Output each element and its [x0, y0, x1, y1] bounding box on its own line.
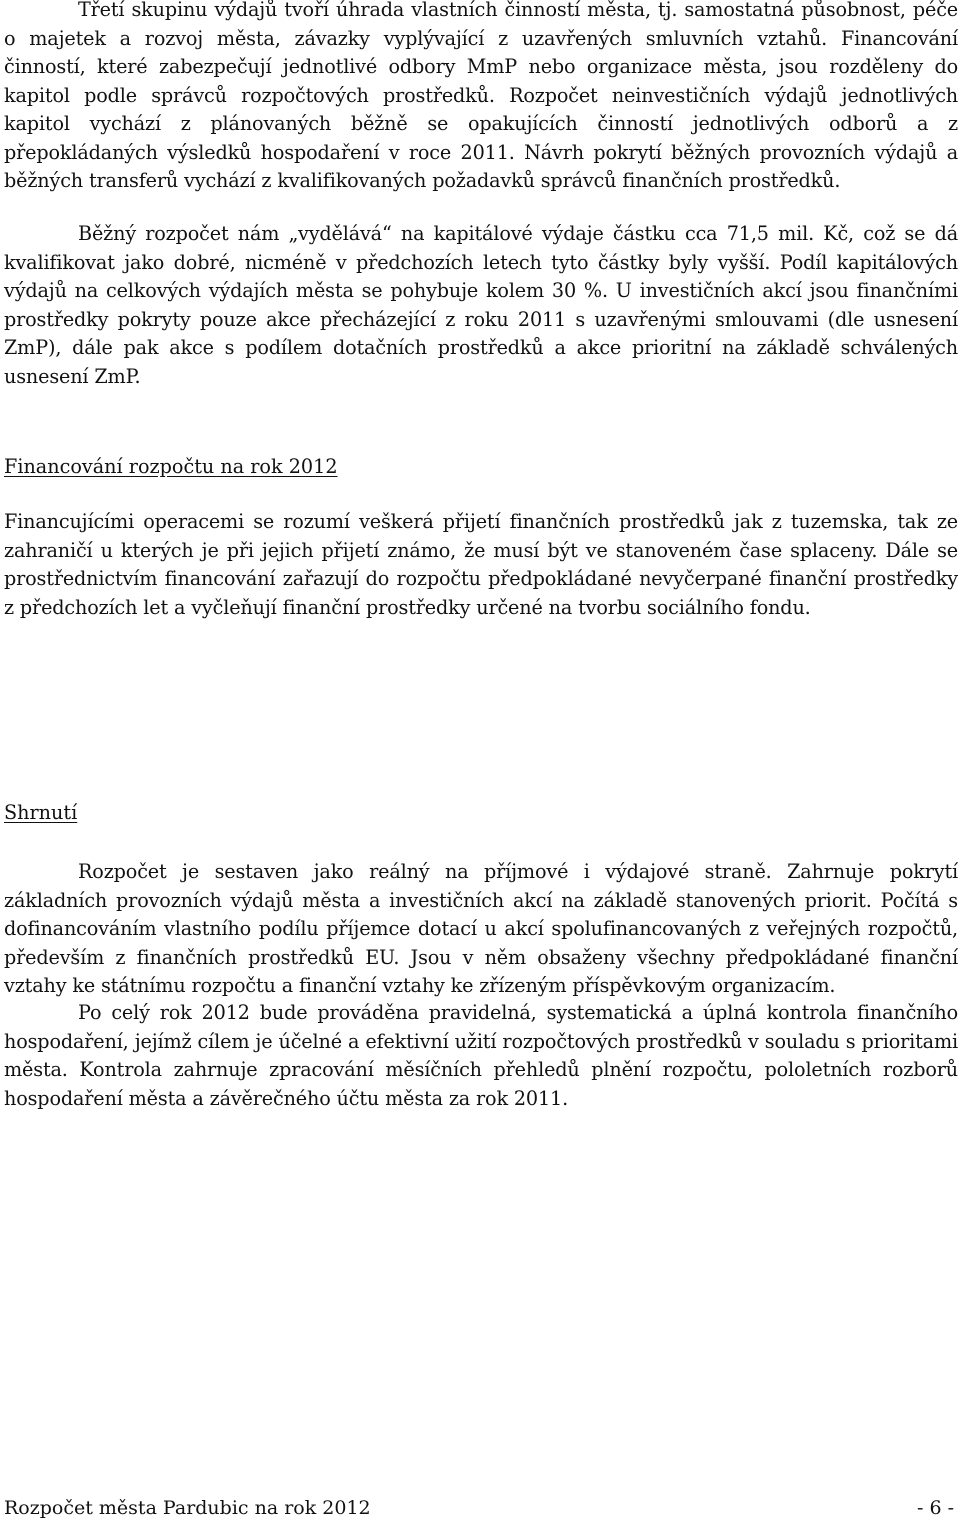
paragraph-expenditure-groups: Třetí skupinu výdajů tvoří úhrada vlastních činností města, tj. samostatná působnost, péče o majetek a rozvoj města, závazky vyplývající z uzavřených smluvních vztahů. Financování činností, které zabezpečují jednotlivé odbory MmP nebo organizace města, jsou rozděleny do kapitol podle správců rozpočtových prostředků. Rozpočet neinvestičních výdajů jednotlivých kapitol vychází z plánovaných běžně se opakujících činností jednotlivých odborů a z přepokládaných výsledků hospodaření v roce 2011. Návrh pokrytí běžných provozních výdajů a běžných transferů vychází z kvalifikovaných požadavků správců finančních prostředků.	[4, 0, 958, 192]
footer-document-title: Rozpočet města Pardubic na rok 2012	[4, 1497, 371, 1519]
paragraph-summary-control: Po celý rok 2012 bude prováděna pravidelná, systematická a úplná kontrola finančního hospodaření, jejímž cílem je účelné a efektivní užití rozpočtových prostředků v souladu s prioritami města. Kontrola zahrnuje zpracování měsíčních přehledů plnění rozpočtu, pololetních rozborů hospodaření města a závěrečného účtu města za rok 2011.	[4, 1001, 958, 1110]
heading-summary: Shrnutí	[4, 801, 78, 824]
paragraph-financing-operations: Financujícími operacemi se rozumí veškerá přijetí finančních prostředků jak z tuzemska, tak ze zahraničí u kterých je při jejich přijetí známo, že musí být ve stanoveném čase splaceny. Dále se prostřednictvím financování zařazují do rozpočtu předpokládané nevyčerpané finanční prostředky z předchozích let a vyčleňují finanční prostředky určené na tvorbu sociálního fondu.	[4, 510, 958, 619]
paragraph-summary-budget: Rozpočet je sestaven jako reálný na příjmové i výdajové straně. Zahrnuje pokrytí základních provozních výdajů města a investičních akcí na základě stanovených priorit. Počítá s dofinancováním vlastního podílu příjemce dotací u akcí spolufinancovaných z veřejných rozpočtů, především z finančních prostředků EU. Jsou v něm obsaženy všechny předpokládané finanční vztahy ke státnímu rozpočtu a finanční vztahy ke zřízeným příspěvkovým organizacím.	[4, 860, 958, 997]
heading-budget-financing: Financování rozpočtu na rok 2012	[4, 455, 338, 478]
page-footer	[4, 1496, 954, 1520]
footer-page-number: - 6 -	[916, 1497, 954, 1519]
paragraph-current-budget: Běžný rozpočet nám „vydělává“ na kapitálové výdaje částku cca 71,5 mil. Kč, což se dá kvalifikovat jako dobré, nicméně v předchozích letech tyto částky byly vyšší. Podíl kapitálových výdajů na celkových výdajích města se pohybuje kolem 30 %. U investičních akcí jsou finančními prostředky pokryty pouze akce přecházející z roku 2011 s uzavřenými smlouvami (dle usnesení ZmP), dále pak akce s podílem dotačních prostředků a akce prioritní na základě schválených usnesení ZmP.	[4, 222, 958, 388]
